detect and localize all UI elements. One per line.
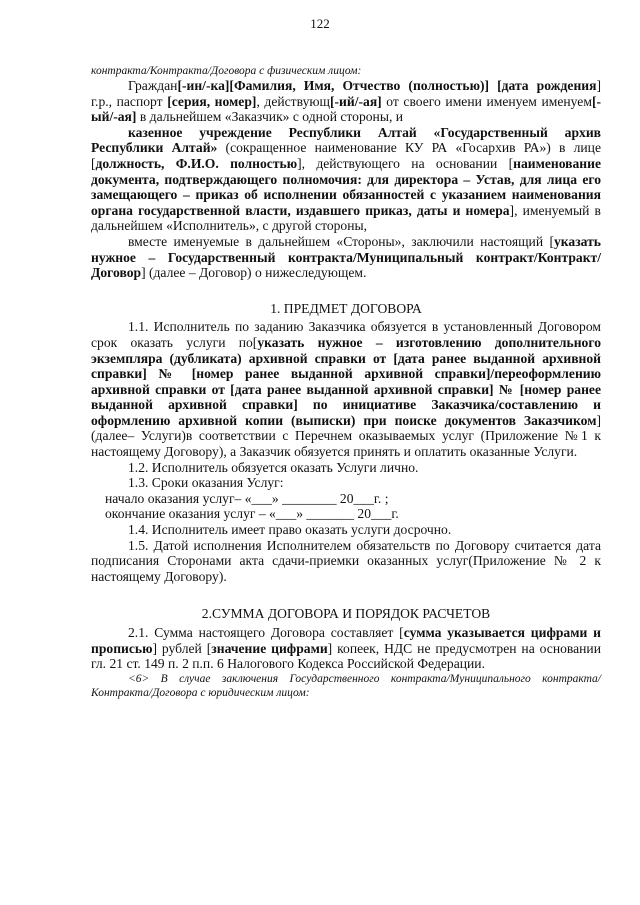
clause-1-3: 1.3. Сроки оказания Услуг: <box>128 475 284 491</box>
text-fragment: (сокращенное наименование КУ РА «Госархив РА») в лице [ <box>91 140 601 171</box>
bold-fragment: значение цифрами <box>211 640 328 656</box>
bold-fragment: указать нужное – изготовлению дополнительного экземпляра (дубликата) архивной справки от [дата ранее выданной архивной справки] № [номер ранее выданной архивной справки]/переоформлению архивной справки от [дата ранее выданной архивной справки] № [номер ранее выданной архивной справки] по инициативе Заказчика/составлению и оформлению архивной копии (выписки) при поиске документов Заказчиком <box>91 334 601 428</box>
text-fragment: ] копеек, НДС не предусмотрен на основании гл. 21 ст. 149 п. 2 п.п. 6 Налогового Кодекса Российской Федерации. <box>91 640 601 672</box>
clause-1-4: 1.4. Исполнитель имеет право оказать услуги досрочно. <box>128 522 452 538</box>
clause-1-5: 1.5. Датой исполнения Исполнителем обязательств по Договору считается дата подписания Сторонами акта сдачи-приемки оказанных услуг(Приложение № 2 к настоящему Договору). <box>91 537 601 584</box>
executor-paragraph <box>91 125 601 234</box>
bold-fragment: [-ин/-ка][Фамилия, Имя, Отчество (полностью)] [дата рождения <box>177 78 597 93</box>
section-2-title: 2.СУММА ДОГОВОРА И ПОРЯДОК РАСЧЕТОВ <box>201 606 491 622</box>
bold-fragment: должность, Ф.И.О. полностью <box>95 155 298 171</box>
text-fragment: ] рублей [ <box>152 640 212 656</box>
bold-fragment: наименование документа, подтверждающего полномочия: для директора – Устав, для лица его замещающего – приказ об исполнении обязанностей с указанием наименования органа государственной власти, издавшего приказ, даты и номера <box>91 155 601 218</box>
bold-fragment: сумма указывается цифрами и прописью <box>91 625 601 656</box>
intro-note: контракта/Контракта/Договора с физическим лицом: <box>91 65 362 77</box>
text-fragment: ], именуемый в дальнейшем «Исполнитель», с другой стороны, <box>91 202 601 234</box>
text-fragment: от своего имени именуем именуем <box>381 93 592 109</box>
text-fragment: , действующ <box>256 93 330 109</box>
text-fragment: Граждан <box>128 78 178 93</box>
clause-1-1 <box>91 319 601 459</box>
parties-paragraph <box>91 234 601 281</box>
bold-fragment: [-ий/-ая] <box>330 93 382 109</box>
text-fragment: в дальнейшем «Заказчик» с одной стороны, и <box>136 109 404 125</box>
text-fragment: 1.1. Исполнитель по заданию Заказчика обязуется в установленный Договором срок оказать услуги по[ <box>91 319 601 350</box>
page-number: 122 <box>310 16 330 31</box>
text-fragment: ] (далее – Договор) о нижеследующем. <box>141 265 367 281</box>
text-fragment: 2.1. Сумма настоящего Договора составляет [ <box>128 625 404 640</box>
bold-fragment: [-ый/-ая] <box>91 93 601 125</box>
clause-2-1 <box>91 625 601 672</box>
bold-fragment: казенное учреждение Республики Алтай «Государственный архив Республики Алтай» <box>91 124 601 156</box>
bold-fragment: указать нужное – Государственный контракта/Муниципальный контракт/Контракт/Договор <box>91 233 601 281</box>
clause-1-3-start: начало оказания услуг– «___» ________ 20___г. ; <box>105 490 389 506</box>
text-fragment: ], действующего на основании [ <box>297 155 514 171</box>
clause-1-2: 1.2. Исполнитель обязуется оказать Услуги лично. <box>128 459 419 475</box>
section-1-title: 1. ПРЕДМЕТ ДОГОВОРА <box>270 300 422 316</box>
document-body <box>91 64 601 700</box>
customer-paragraph <box>91 78 601 125</box>
footnote-6: <6> В случае заключения Государственного контракта/Муниципального контракта/Контракта/Договора с юридическим лицом: <box>91 672 601 699</box>
clause-1-3-end: окончание оказания услуг – «___» _______ 20___г. <box>105 506 399 522</box>
text-fragment: ](далее– Услуги)в соответствии с Перечнем оказываемых услуг (Приложение №1 к настоящему Договору), а Заказчик обязуется принять и оплатить оказанные Услуги. <box>91 412 601 460</box>
text-fragment: вместе именуемые в дальнейшем «Стороны», заключили настоящий [ <box>128 233 554 249</box>
text-fragment: ] г.р., паспорт <box>91 78 601 109</box>
bold-fragment: [серия, номер] <box>167 93 257 109</box>
